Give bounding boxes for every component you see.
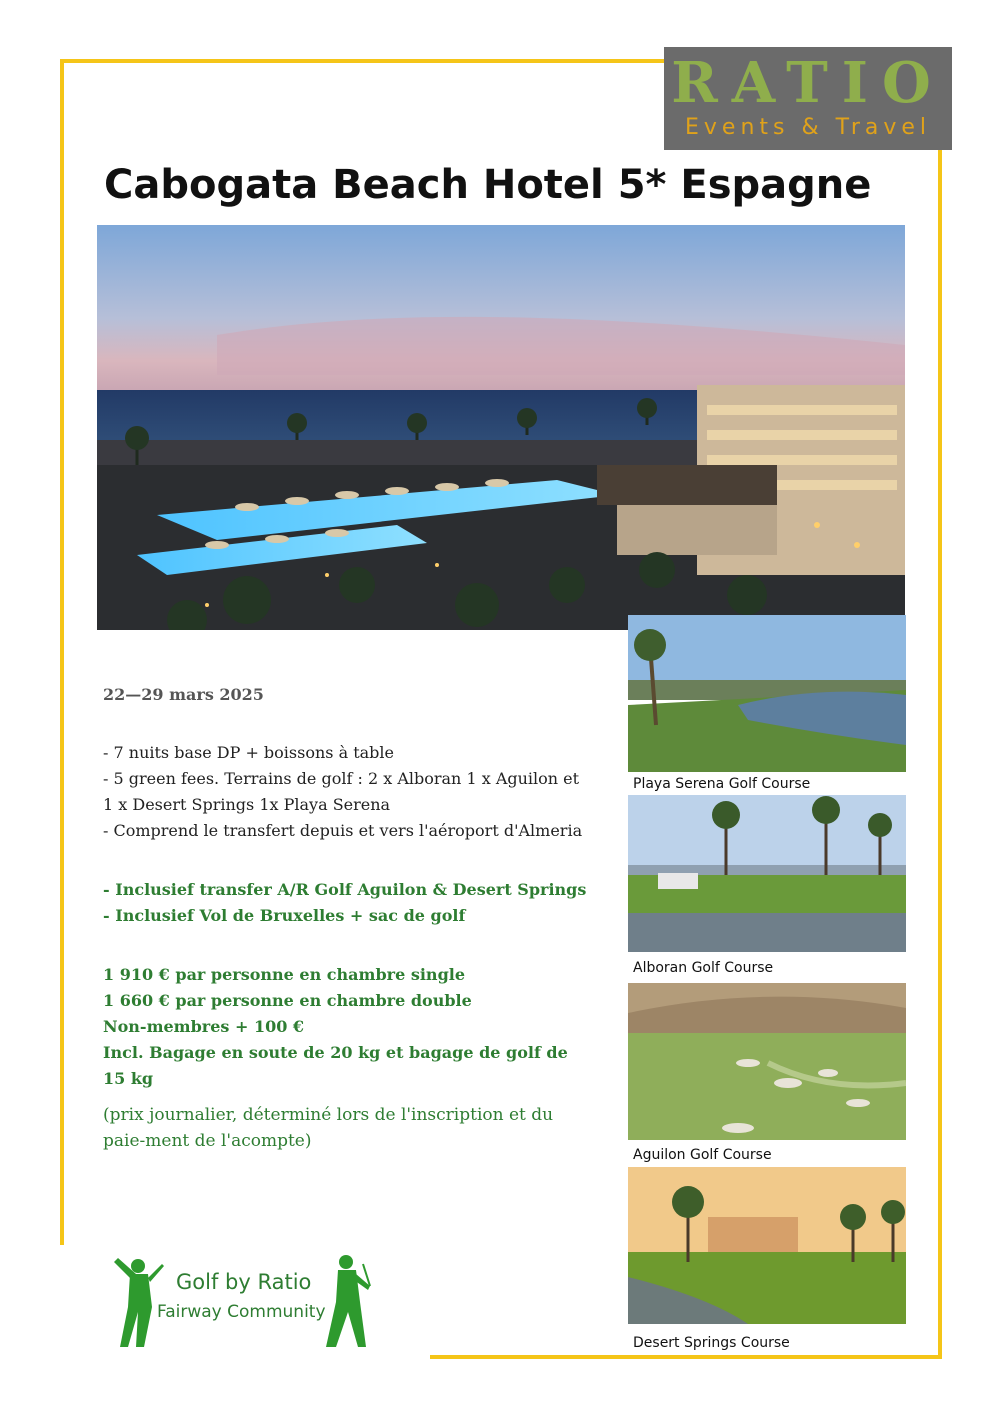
inclusion-line: - 7 nuits base DP + boissons à table: [103, 743, 394, 762]
desert-springs-photo: [628, 1167, 906, 1324]
trip-dates: 22—29 mars 2025: [103, 685, 264, 704]
brand-line-2: Fairway Community: [157, 1302, 326, 1322]
price-note: (prix journalier, déterminé lors de l'inscription et du paie-ment de l'acompte): [103, 1105, 554, 1151]
frame-left-line: [60, 59, 64, 1245]
prices-list: [103, 962, 573, 1092]
price-non-members: Non-membres + 100 €: [103, 1017, 305, 1036]
extras-list: [103, 877, 586, 929]
aguilon-photo: [628, 983, 906, 1140]
price-single: 1 910 € par personne en chambre single: [103, 965, 466, 984]
playa-serena-caption: Playa Serena Golf Course: [633, 776, 811, 792]
brand-line-1: Golf by Ratio: [176, 1270, 312, 1294]
price-luggage: Incl. Bagage en soute de 20 kg et bagage de golf de 15 kg: [103, 1043, 568, 1088]
logo-wordmark: RATIO: [671, 50, 945, 116]
logo-tagline: Events & Travel: [684, 115, 932, 140]
inclusion-line: - Comprend le transfert depuis et vers l'aéroport d'Almeria: [103, 821, 583, 840]
price-double: 1 660 € par personne en chambre double: [103, 991, 472, 1010]
extra-line: - Inclusief transfer A/R Golf Aguilon & Desert Springs: [103, 880, 587, 899]
frame-bottom-line: [430, 1355, 942, 1359]
frame-top-line: [60, 59, 666, 63]
frame-right-line: [938, 150, 942, 1359]
inclusion-line: 1 x Desert Springs 1x Playa Serena: [103, 795, 391, 814]
desert-springs-caption: Desert Springs Course: [633, 1335, 790, 1351]
inclusions-list: [103, 740, 582, 844]
aguilon-caption: Aguilon Golf Course: [633, 1147, 772, 1163]
playa-serena-photo: [628, 615, 906, 772]
extra-line: - Inclusief Vol de Bruxelles + sac de golf: [103, 906, 466, 925]
golf-by-ratio-logo: [108, 1252, 378, 1362]
page-title: Cabogata Beach Hotel 5* Espagne: [104, 162, 872, 208]
inclusion-line: - 5 green fees. Terrains de golf : 2 x Alboran 1 x Aguilon et: [103, 769, 580, 788]
alboran-photo: [628, 795, 906, 952]
ratio-logo: [664, 47, 952, 150]
golfer-right-icon: [326, 1255, 370, 1347]
hotel-photo: [97, 225, 905, 630]
alboran-caption: Alboran Golf Course: [633, 960, 774, 976]
